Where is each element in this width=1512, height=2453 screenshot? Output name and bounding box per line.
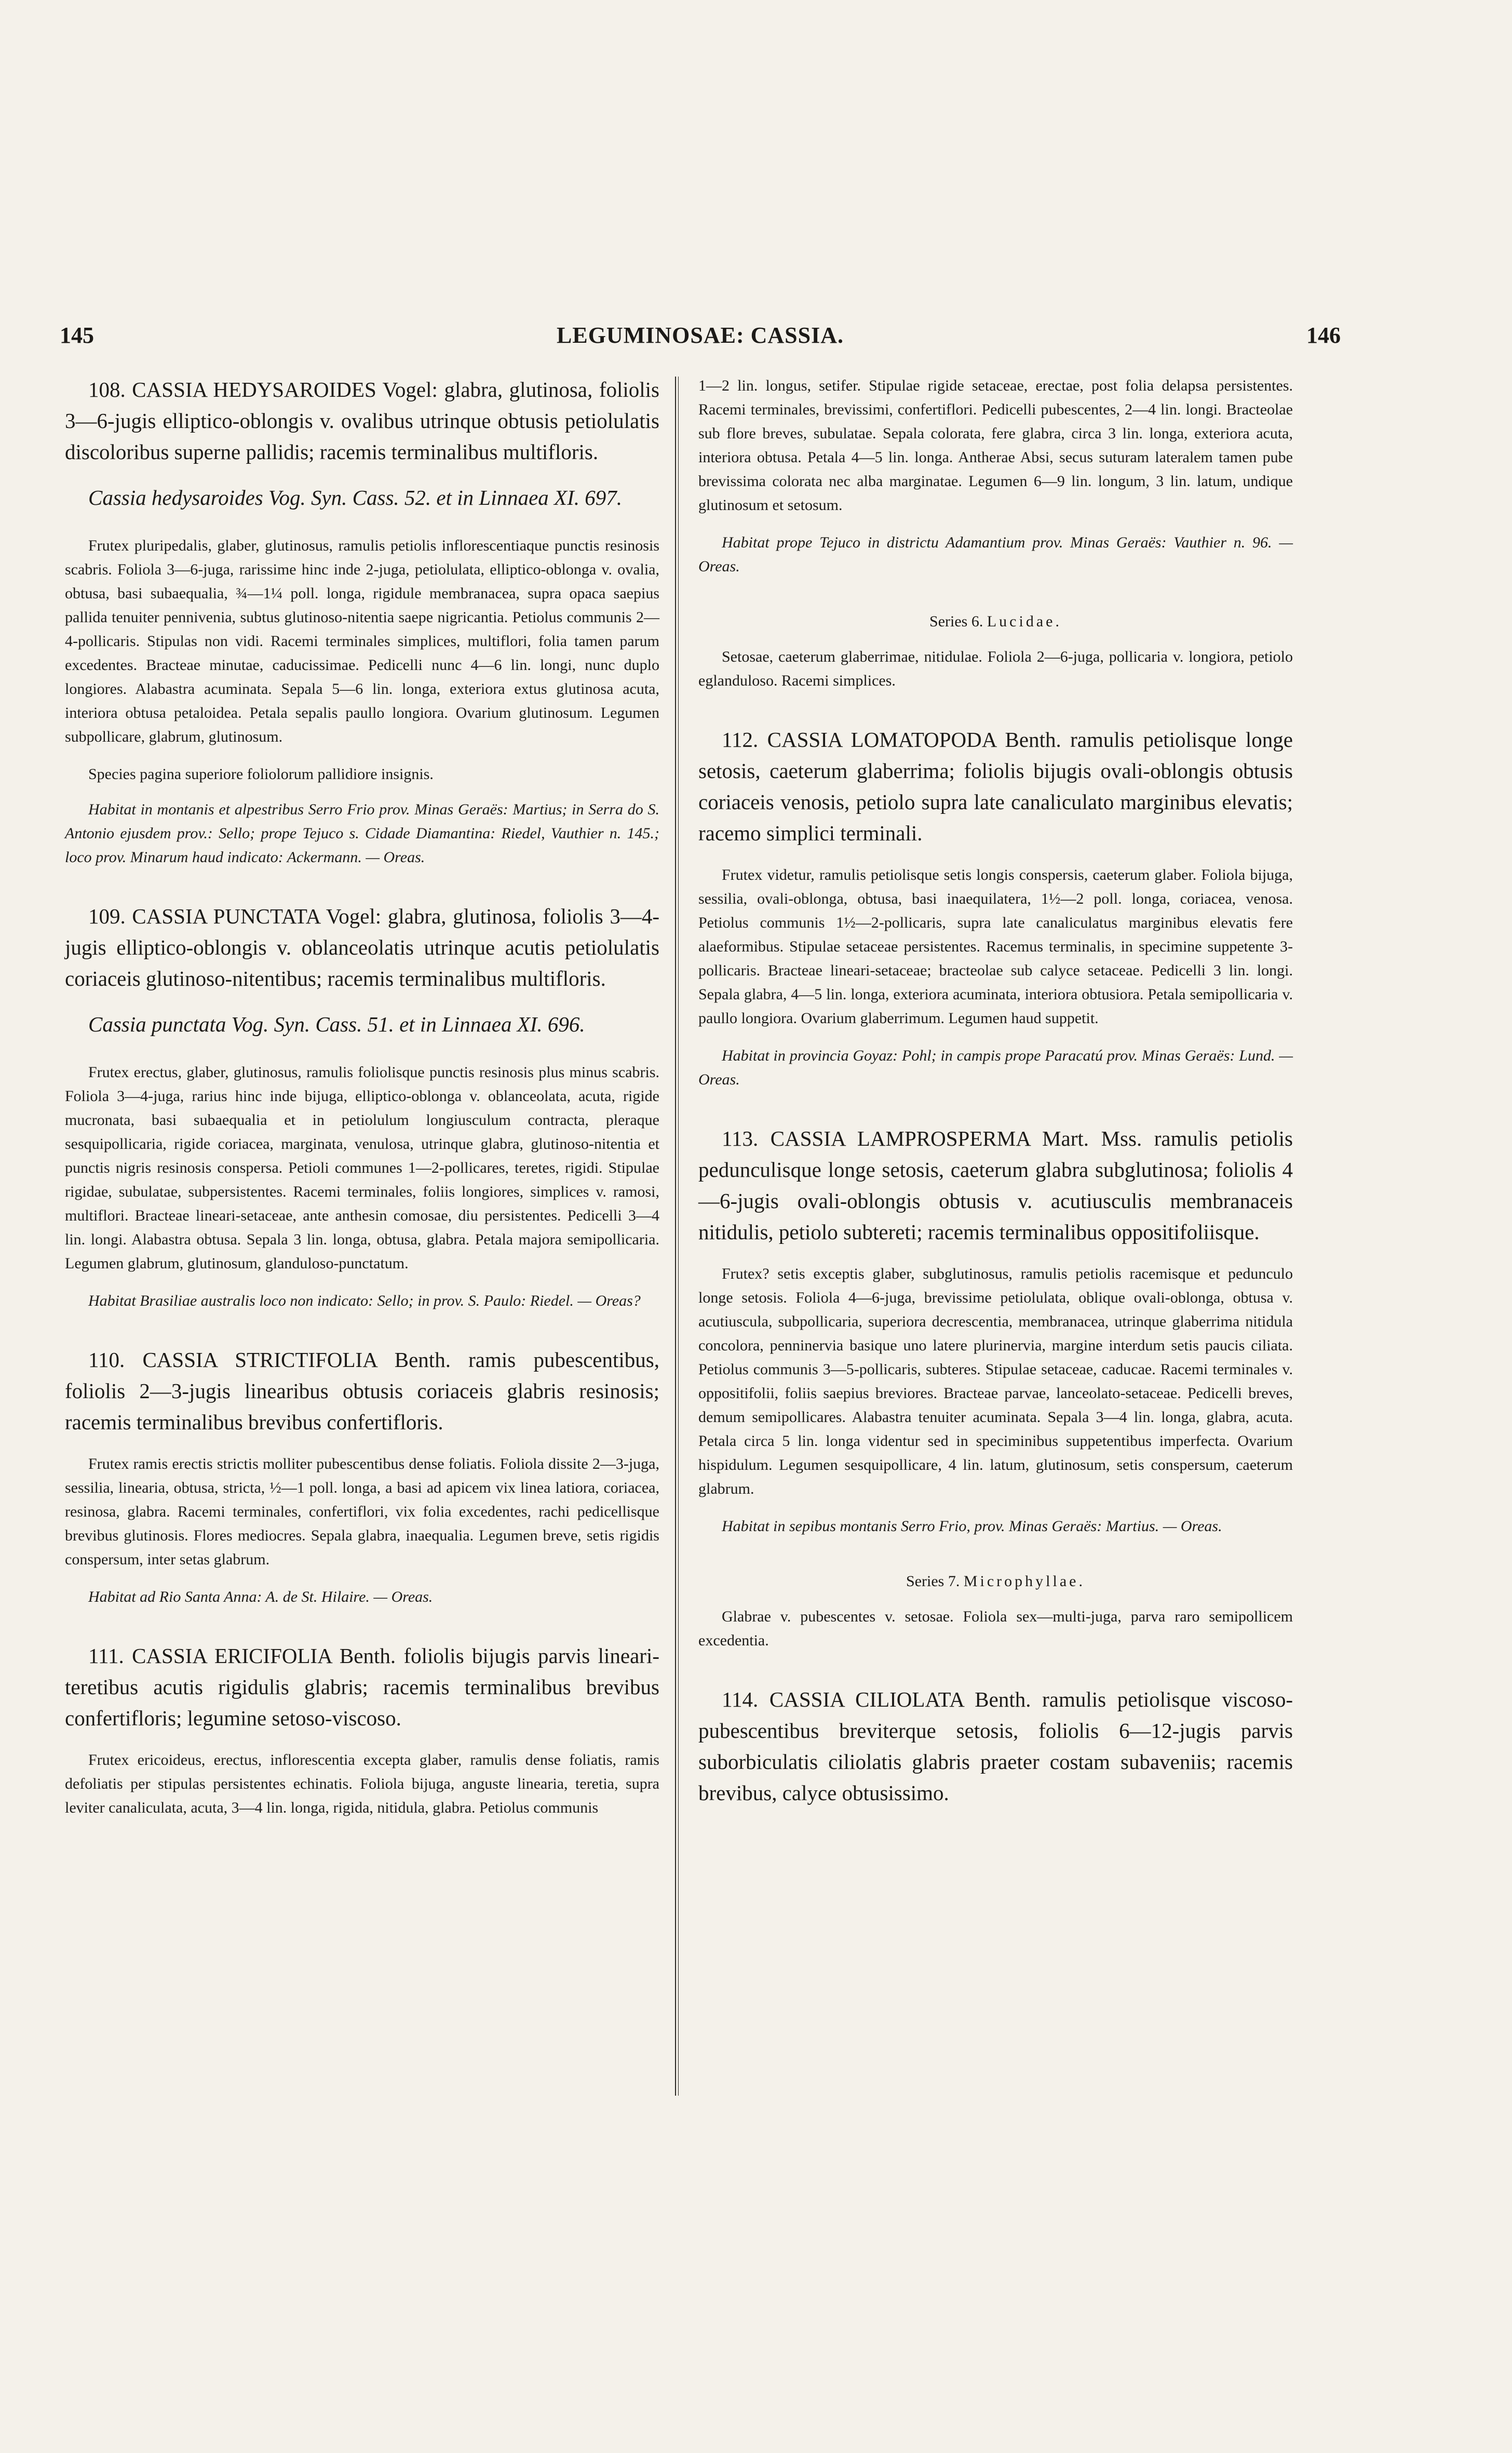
species-112-description: Frutex videtur, ramulis petiolisque setis longis conspersis, caeterum glaber. Foliola bijuga, sessilia, ovali-oblonga, obtusa, basi inaequilatera, 1½—2 poll. longa, coriacea, venosa. Petiolus communis 1½—2-pollicaris, supra late canaliculatus marginibus elevatis fere alaeformibus. Stipulae setaceae persistentes. Racemus terminalis, in specimine suppetente 3-pollicaris. Bracteae lineari-setaceae; bracteolae sub calyce setaceae. Pedicelli 3 lin. longi. Sepala glabra, 4—5 lin. longa, exteriora acuminata, interiora obtusiora. Petala semipollicaria v. paullo longiora. Ovarium glaberrimum. Legumen haud suppetit. xyxy=(698,866,1293,1027)
page-number-right: 146 xyxy=(1306,323,1341,348)
species-109-synonym: Cassia punctata Vog. Syn. Cass. 51. et in Linnaea XI. 696. xyxy=(88,1012,585,1036)
column-divider-inner xyxy=(678,377,679,2096)
species-108-diagnosis: 108. CASSIA HEDYSAROIDES Vogel: glabra, glutinosa, foliolis 3—6-jugis elliptico-oblongis v. ovalibus utrinque obtusis petiolulatis discoloribus superne pallidis; racemis terminalibus multifloris. xyxy=(65,378,659,464)
species-109-habitat: Habitat Brasiliae australis loco non indicato: Sello; in prov. S. Paulo: Riedel. — Oreas? xyxy=(88,1292,641,1309)
species-108-synonym: Cassia hedysaroides Vog. Syn. Cass. 52. et in Linnaea XI. 697. xyxy=(88,486,623,510)
series-7-heading xyxy=(698,1570,1293,1593)
series-6-heading xyxy=(698,610,1293,634)
species-110-habitat: Habitat ad Rio Santa Anna: A. de St. Hilaire. — Oreas. xyxy=(88,1588,433,1605)
species-109-description: Frutex erectus, glaber, glutinosus, ramulis foliolisque punctis resinosis plus minus scabris. Foliola 3—4-juga, rarius hinc inde bijuga, elliptico-oblonga v. oblanceolata, acuta, rigide mucronata, basi subaequalia et in petiolulum longiusculum contracta, pleraque sesquipollicaria, rigide coriacea, marginata, venulosa, utrinque glabra, glutinoso-nitentia et punctis nigris resinosis conspersa. Petioli communes 1—2-pollicares, teretes, rigidi. Stipulae rigidae, subulatae, subpersistentes. Racemi terminales, foliis longiores, simplices v. ramosi, multiflori. Bracteae lineari-setaceae, ante anthesin comosae, diu persistentes. Pedicelli 3—4 lin. longi. Alabastra obtusa. Sepala 3 lin. longa, obtusa, glabra. Petala majora semipollicaria. Legumen glabrum, glutinosum, glanduloso-punctatum. xyxy=(65,1064,659,1272)
series-6-description: Setosae, caeterum glaberrimae, nitidulae. Foliola 2—6-juga, pollicaria v. longiora, petiolo eglanduloso. Racemi simplices. xyxy=(698,648,1293,689)
species-113-diagnosis: 113. CASSIA LAMPROSPERMA Mart. Mss. ramulis petiolis pedunculisque longe setosis, caeterum glabra subglutinosa; foliolis 4—6-jugis ovali-oblongis obtusis v. acutiusculis membranaceis nitidulis, petiolo subtereti; racemis terminalibus oppositifoliisque. xyxy=(698,1127,1293,1244)
column-divider xyxy=(675,377,676,2096)
page-number-left: 145 xyxy=(60,323,94,348)
species-114-diagnosis: 114. CASSIA CILIOLATA Benth. ramulis petiolisque viscoso-pubescentibus breviterque setosis, foliolis 6—12-jugis parvis suborbiculatis ciliolatis glabris praeter costam subaveniis; racemis brevibus, calyce obtusissimo. xyxy=(698,1687,1293,1805)
species-111-habitat: Habitat prope Tejuco in districtu Adamantium prov. Minas Geraës: Vauthier n. 96. — Oreas. xyxy=(698,534,1293,575)
right-column xyxy=(698,374,1293,1823)
species-112-diagnosis: 112. CASSIA LOMATOPODA Benth. ramulis petiolisque longe setosis, caeterum glaberrima; foliolis bijugis ovali-oblongis obtusis coriaceis venosis, petiolo supra late canaliculato marginibus elevatis; racemo simplici terminali. xyxy=(698,728,1293,845)
series-7-label: Series 7. xyxy=(906,1573,960,1590)
species-112-habitat: Habitat in provincia Goyaz: Pohl; in campis prope Paracatú prov. Minas Geraës: Lund. — Oreas. xyxy=(698,1047,1293,1088)
species-111-description: Frutex ericoideus, erectus, inflorescentia excepta glaber, ramulis dense foliatis, ramis defoliatis per stipulas persistentes echinatis. Foliola bijuga, anguste linearia, teretia, supra leviter canaliculata, acuta, 3—4 lin. longa, rigida, nitidula, glabra. Petiolus communis xyxy=(65,1751,659,1816)
species-111-diagnosis: 111. CASSIA ERICIFOLIA Benth. foliolis bijugis parvis lineari-teretibus acutis rigidulis glabris; racemis terminalibus brevibus confertifloris; legumine setoso-viscoso. xyxy=(65,1644,659,1730)
species-113-habitat: Habitat in sepibus montanis Serro Frio, prov. Minas Geraës: Martius. — Oreas. xyxy=(722,1518,1222,1535)
species-110-diagnosis: 110. CASSIA STRICTIFOLIA Benth. ramis pubescentibus, foliolis 2—3-jugis linearibus obtusis coriaceis glabris resinosis; racemis terminalibus brevibus confertifloris. xyxy=(65,1348,659,1434)
species-113-description: Frutex? setis exceptis glaber, subglutinosus, ramulis petiolis racemisque et pedunculo longe setosis. Foliola 4—6-juga, brevissime petiolulata, oblique ovali-oblonga, obtusa v. acutiuscula, subpollicaria, superiora decrescentia, membranacea, utrinque glaberrima nitidula concolora, penninervia basique uno latere plurinervia, margine interdum setis paucis ciliata. Petiolus communis 3—5-pollicaris, subteres. Stipulae setaceae, caducae. Racemi terminales v. oppositifolii, foliis saepius breviores. Bracteae parvae, lanceolato-setaceae. Pedicelli breves, demum semipollicares. Alabastra tenuiter acuminata. Sepala 3—4 lin. longa, glabra, acuta. Petala circa 5 lin. longa videntur sed in speciminibus suppetentibus imperfecta. Ovarium hispidulum. Legumen sesquipollicare, 4 lin. latum, glutinosum, setis conspersum, caeterum glabrum. xyxy=(698,1265,1293,1497)
series-6-name: Lucidae. xyxy=(987,613,1062,630)
species-108-habitat: Habitat in montanis et alpestribus Serro Frio prov. Minas Geraës: Martius; in Serra do S. Antonio ejusdem prov.: Sello; prope Tejuco s. Cidade Diamantina: Riedel, Vauthier n. 145.; loco prov. Minarum haud indicato: Ackermann. — Oreas. xyxy=(65,801,659,866)
left-column xyxy=(65,374,659,1833)
species-108-description: Frutex pluripedalis, glaber, glutinosus, ramulis petiolis inflorescentiaque punctis resinosis scabris. Foliola 3—6-juga, rarissime hinc inde 2-juga, petiolulata, elliptico-oblonga v. ovalia, obtusa, basi subaequalia, ¾—1¼ poll. longa, rigidule membranacea, supra opaca saepius pallida tenuiter pennivenia, subtus glutinoso-nitentia saepe nigricantia. Petiolus communis 2—4-pollicaris. Stipulas non vidi. Racemi terminales simplices, multiflori, folia tamen parum excedentes. Bracteae minutae, caducissimae. Pedicelli nunc 4—6 lin. longi, nunc duplo longiores. Alabastra acuminata. Sepala 5—6 lin. longa, exteriora extus glutinosa acuta, interiora obtusa petaloidea. Petala sepalis paullo longiora. Ovarium glutinosum. Legumen subpollicare, glabrum, glutinosum. xyxy=(65,537,659,745)
running-title: LEGUMINOSAE: CASSIA. xyxy=(557,323,844,348)
series-6-label: Series 6. xyxy=(929,613,983,630)
species-111-description-continued: 1—2 lin. longus, setifer. Stipulae rigide setaceae, erectae, post folia delapsa persistentes. Racemi terminales, brevissimi, confertiflori. Pedicelli pubescentes, 2—4 lin. longi. Bracteolae sub flore breves, subulatae. Sepala colorata, fere glabra, circa 3 lin. longa, exteriora acuta, interiora obtusa. Petala 4—5 lin. longa. Antherae Absi, secus suturam lateralem tamen pube brevissima colorata nec alba marginatae. Legumen 6—9 lin. longum, 3 lin. latum, undique glutinosum et setosum. xyxy=(698,377,1293,514)
species-110-description: Frutex ramis erectis strictis molliter pubescentibus dense foliatis. Foliola dissite 2—3-juga, sessilia, linearia, obtusa, stricta, ½—1 poll. longa, a basi ad apicem vix lineа latiora, coriacea, resinosa, glabra. Racemi terminales, confertiflori, vix folia excedentes, rachi pedicellisque brevibus glutinosis. Flores mediocres. Sepala glabra, inaequalia. Legumen breve, setis rigidis conspersum, inter setas glabrum. xyxy=(65,1455,659,1568)
series-7-description: Glabrae v. pubescentes v. setosae. Foliola sex—multi-juga, parva raro semipollicem excedentia. xyxy=(698,1608,1293,1649)
series-7-name: Microphyllae. xyxy=(963,1573,1085,1590)
species-108-note: Species pagina superiore foliolorum pallidiore insignis. xyxy=(88,766,434,783)
species-109-diagnosis: 109. CASSIA PUNCTATA Vogel: glabra, glutinosa, foliolis 3—4-jugis elliptico-oblongis v. oblanceolatis utrinque acutis petiolulatis coriaceis glutinoso-nitentibus; racemis terminalibus multifloris. xyxy=(65,904,659,990)
page-header xyxy=(60,322,1341,358)
